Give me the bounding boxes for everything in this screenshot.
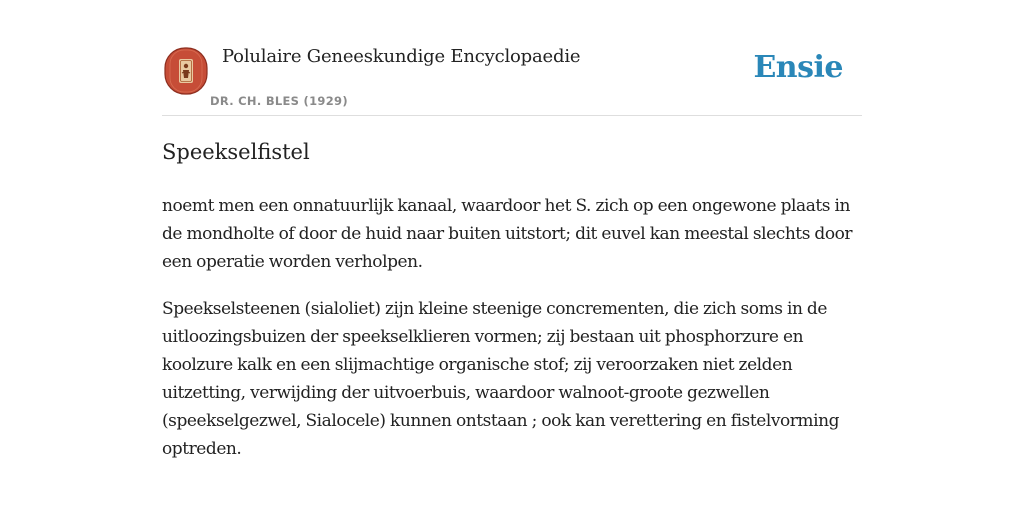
entry-paragraph: Speekselsteenen (sialoliet) zijn kleine steenige concrementen, die zich soms in de uitloozingsbuizen der speekselklieren vormen; zij bestaan uit phosphorzure en koolzure kalk en een slijmachtige organische stof; zij veroorzaken niet zelden uitzetting, verwijding der uitvoerbuis, waardoor walnoot-groote gezwellen (speekselgezwel, Sialocele) kunnen ontstaan ; ook kan verettering en fistelvorming optreden. [162,299,840,459]
entry-title: Speekselfistel [162,140,310,164]
entry-paragraph: noemt men een onnatuurlijk kanaal, waardoor het S. zich op een ongewone plaats in de mondholte of door de huid naar buiten uitstort; dit euvel kan meestal slechts door een operatie worden verholpen. [162,196,853,272]
brand-logo[interactable]: Ensie [753,50,843,85]
source-title[interactable]: Polulaire Geneeskundige Encyclopaedie [222,46,581,67]
book-cover-icon[interactable] [164,47,208,95]
source-author: DR. CH. BLES (1929) [210,94,348,108]
header-divider [162,115,862,116]
entry-content [162,192,862,482]
